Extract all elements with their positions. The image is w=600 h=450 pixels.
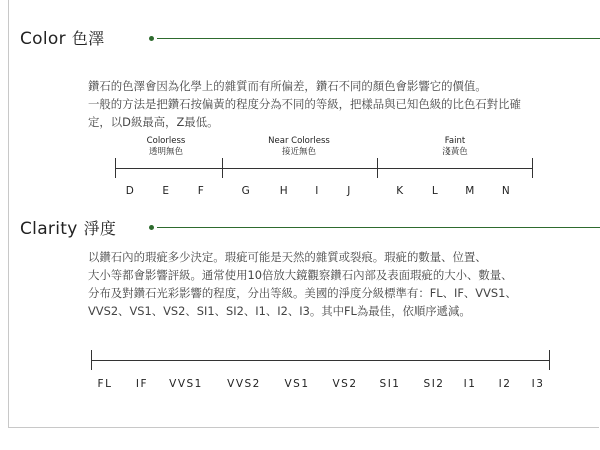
paragraph-line: 大小等都會影響評級。通常使用10倍放大鏡觀察鑽石內部及表面瑕疵的大小、數量、 <box>88 268 513 282</box>
color-scale-tick-end <box>532 158 533 178</box>
clarity-grade: SI2 <box>423 378 445 390</box>
color-section-title <box>20 26 105 49</box>
color-grade: J <box>347 185 351 197</box>
clarity-scale-tick-end <box>549 350 550 370</box>
color-grade: E <box>162 185 170 197</box>
paragraph-line: 鑽石的色澤會因為化學上的雜質而有所偏差，鑽石不同的顏色會影響它的價值。 <box>88 79 487 93</box>
color-group-colorless <box>147 136 186 158</box>
paragraph-line: 一般的方法是把鑽石按偏黃的程度分為不同的等級，把樣品與已知色級的比色石對比確 <box>88 97 521 111</box>
color-group-colorless-zh: 透明無色 <box>148 147 184 157</box>
clarity-scale-axis <box>91 360 550 361</box>
paragraph-line: 以鑽石內的瑕疵多少決定。瑕疵可能是天然的雜質或裂痕。瑕疵的數量、位置、 <box>88 250 487 264</box>
color-grade: K <box>396 185 404 197</box>
color-scale-tick-colorless-end <box>222 158 223 178</box>
paragraph-line: 分布及對鑽石光彩影響的程度，分出等級。美國的淨度分級標準有：FL、IF、VVS1、 <box>88 286 517 300</box>
color-group-faint <box>442 136 468 158</box>
color-group-near-colorless <box>268 136 330 158</box>
clarity-grade: I2 <box>498 378 512 390</box>
clarity-grade: VVS1 <box>169 378 203 390</box>
color-grade: L <box>431 185 439 197</box>
paragraph-line: 定，以D級最高，Z最低。 <box>88 115 219 129</box>
clarity-title-zh: 淨度 <box>83 219 117 238</box>
clarity-grade: FL <box>97 378 113 390</box>
color-group-near-colorless-zh: 接近無色 <box>281 147 317 157</box>
color-grade: H <box>279 185 289 197</box>
color-group-near-colorless-en: Near Colorless <box>268 136 330 146</box>
clarity-title-rule <box>157 227 600 228</box>
clarity-grade: VS1 <box>284 378 310 390</box>
color-grade: D <box>125 185 135 197</box>
paragraph-line: VVS2、VS1、VS2、SI1、SI2、I1、I2、I3。其中FL為最佳，依順序遞減。 <box>88 304 471 318</box>
color-group-faint-zh: 淺黃色 <box>442 147 468 157</box>
clarity-grade: VVS2 <box>227 378 261 390</box>
clarity-grade: I3 <box>531 378 545 390</box>
clarity-description <box>88 248 517 320</box>
color-grade: I <box>315 185 319 197</box>
clarity-scale-tick-start <box>91 350 92 370</box>
clarity-title-en: Clarity <box>20 219 78 239</box>
color-title-bullet <box>149 36 154 41</box>
color-grade: N <box>501 185 511 197</box>
clarity-grade: I1 <box>463 378 477 390</box>
color-title-zh: 色澤 <box>71 29 105 48</box>
color-grade: G <box>241 185 251 197</box>
color-group-colorless-en: Colorless <box>146 136 186 146</box>
content-frame <box>8 0 599 428</box>
color-description <box>88 77 521 131</box>
clarity-grade: VS2 <box>332 378 358 390</box>
color-scale-tick-near-colorless-end <box>377 158 378 178</box>
color-scale-tick-start <box>115 158 116 178</box>
color-group-faint-en: Faint <box>444 136 466 146</box>
clarity-grade: IF <box>135 378 149 390</box>
clarity-title-bullet <box>149 225 154 230</box>
color-title-rule <box>157 38 600 39</box>
color-grade: M <box>465 185 475 197</box>
color-grade: F <box>197 185 205 197</box>
color-title-en: Color <box>20 29 66 49</box>
clarity-section-title <box>20 216 116 239</box>
color-scale-axis <box>115 168 533 169</box>
clarity-grade: SI1 <box>379 378 401 390</box>
